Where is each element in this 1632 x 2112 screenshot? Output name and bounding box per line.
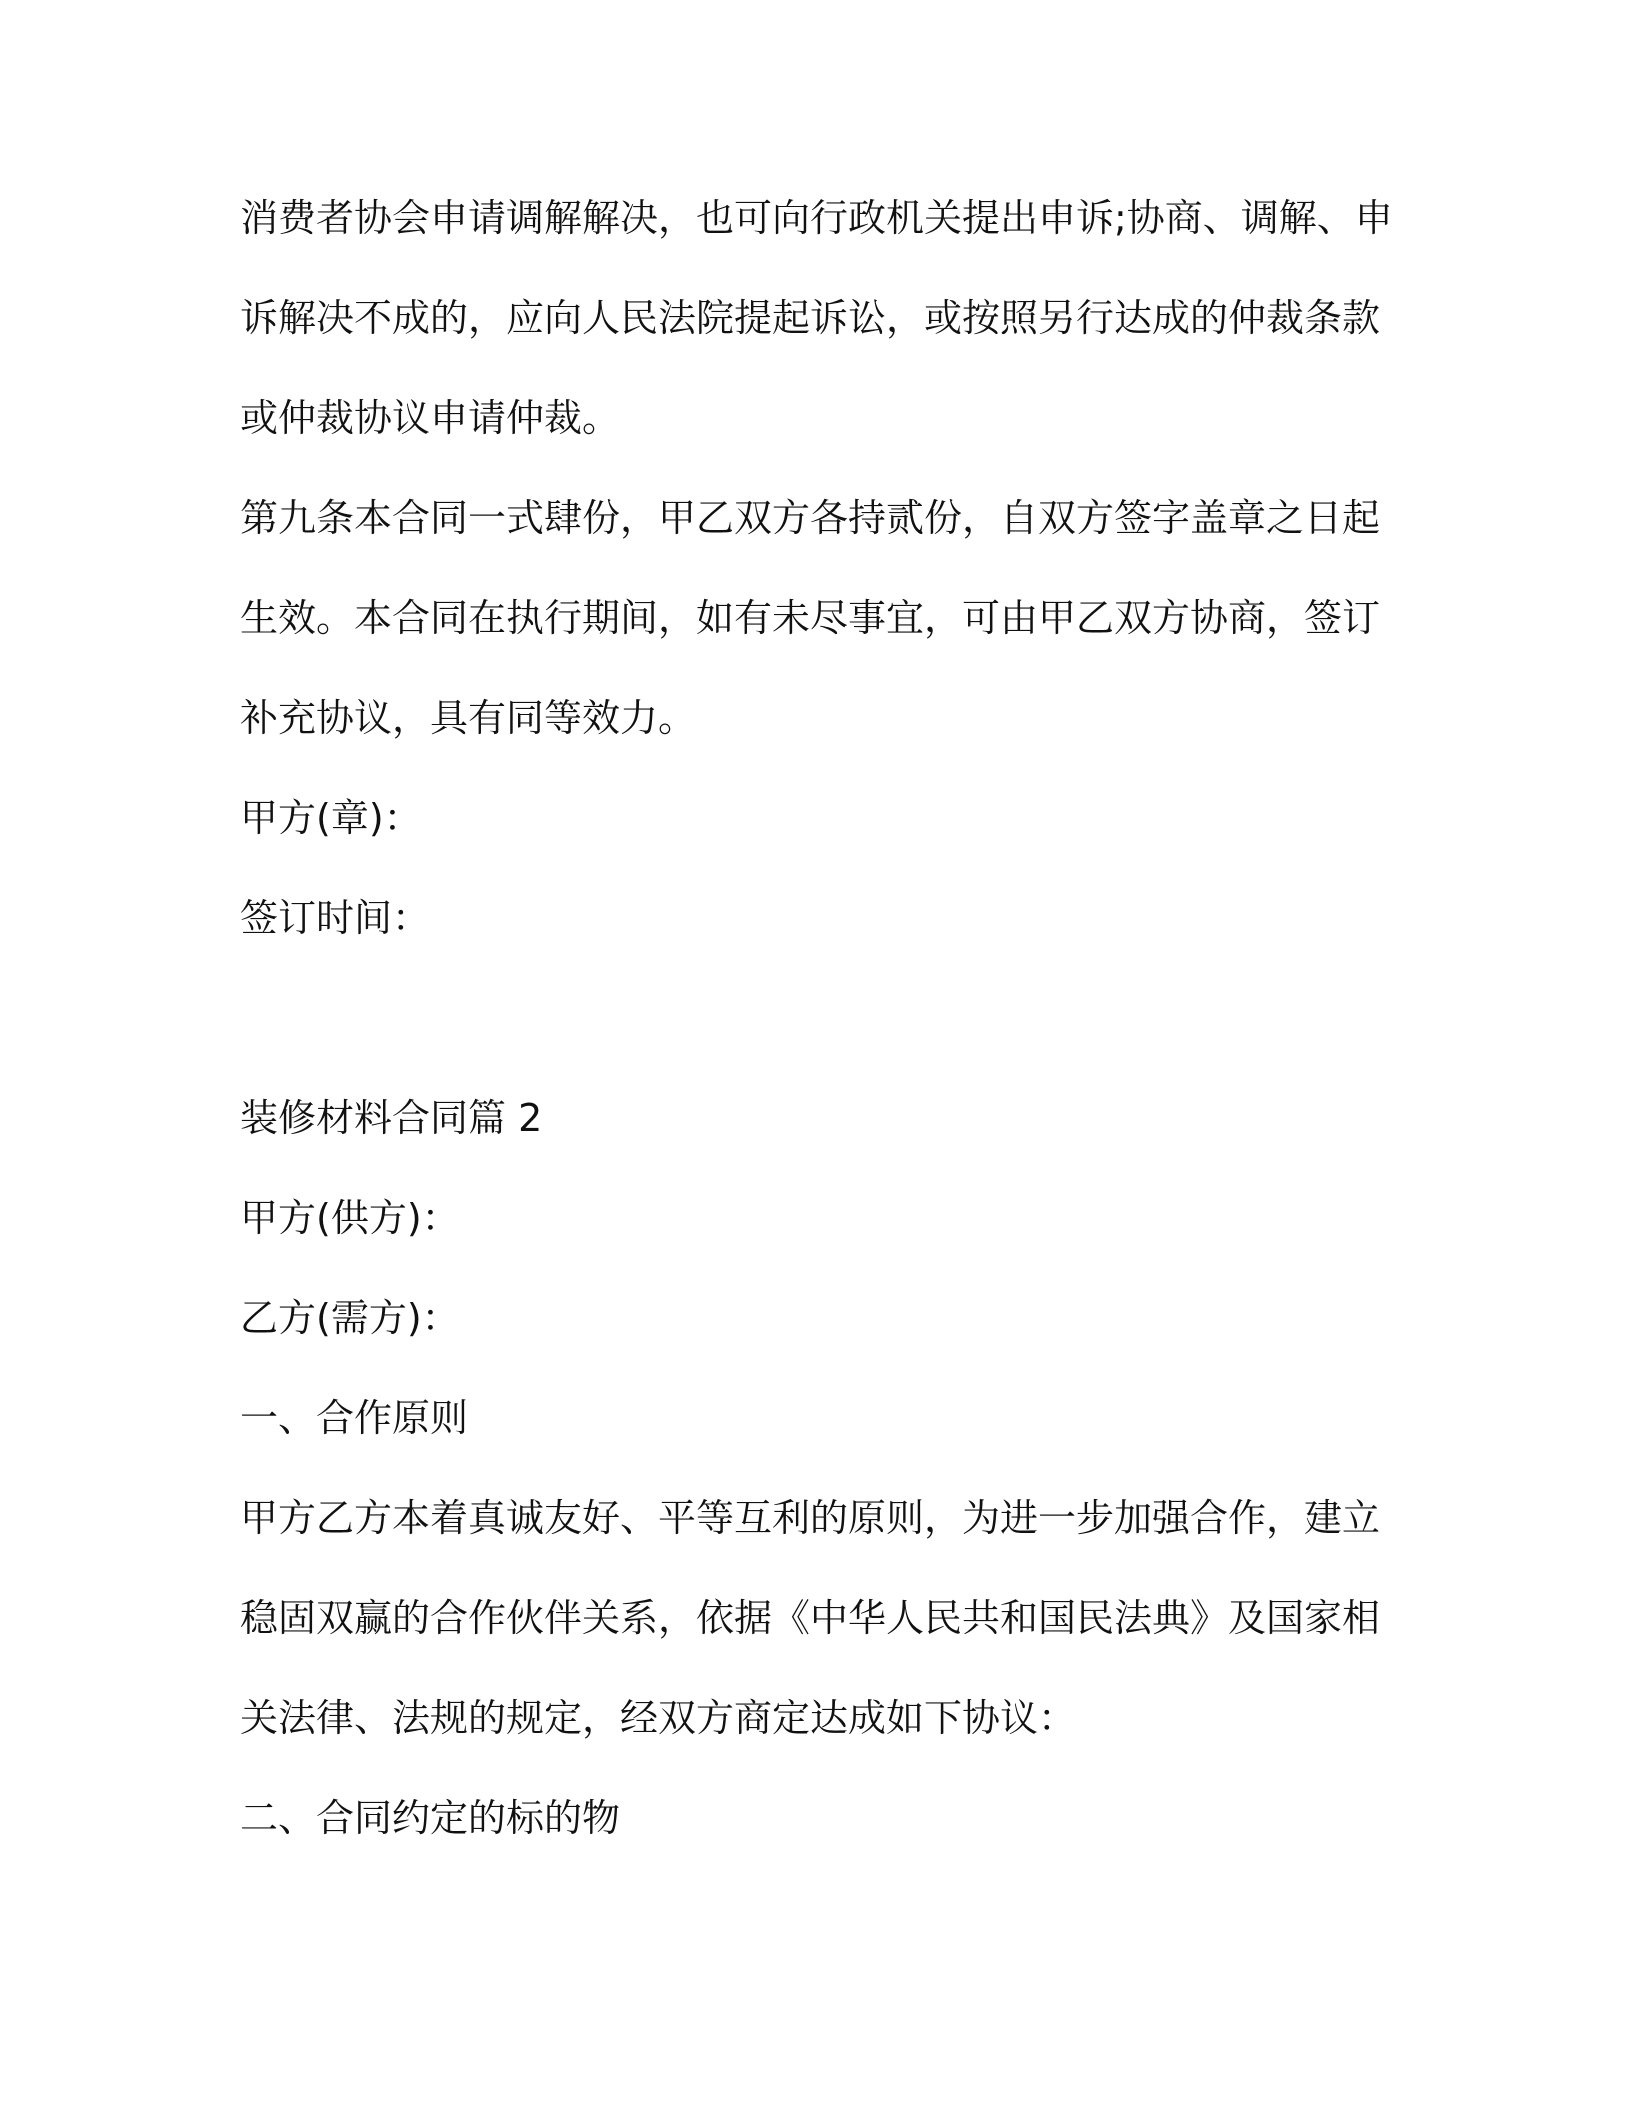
paragraph-line: 甲方乙方本着真诚友好、平等互利的原则，为进一步加强合作，建立 <box>240 1496 1381 1540</box>
section-heading: 装修材料合同篇 2 <box>240 1096 543 1140</box>
paragraph-line: 补充协议，具有同等效力。 <box>240 696 697 740</box>
clause-heading: 一、合作原则 <box>240 1396 469 1440</box>
paragraph-line: 第九条本合同一式肆份，甲乙双方各持贰份，自双方签字盖章之日起 <box>240 496 1381 540</box>
paragraph-line: 关法律、法规的规定，经双方商定达成如下协议： <box>240 1696 1077 1740</box>
party-b-buyer-label: 乙方(需方)： <box>240 1296 460 1340</box>
signing-date-label: 签订时间： <box>240 896 431 940</box>
paragraph-line: 诉解决不成的，应向人民法院提起诉讼，或按照另行达成的仲裁条款 <box>240 296 1381 340</box>
paragraph-line: 生效。本合同在执行期间，如有未尽事宜，可由甲乙双方协商，签订 <box>240 596 1381 640</box>
paragraph-line: 或仲裁协议申请仲裁。 <box>240 396 621 440</box>
paragraph-line: 稳固双赢的合作伙伴关系，依据《中华人民共和国民法典》及国家相 <box>240 1596 1381 1640</box>
clause-heading: 二、合同约定的标的物 <box>240 1796 621 1840</box>
party-a-supplier-label: 甲方(供方)： <box>240 1196 460 1240</box>
party-a-seal-label: 甲方(章)： <box>240 796 422 840</box>
paragraph-line: 消费者协会申请调解解决，也可向行政机关提出申诉;协商、调解、申 <box>240 196 1393 240</box>
